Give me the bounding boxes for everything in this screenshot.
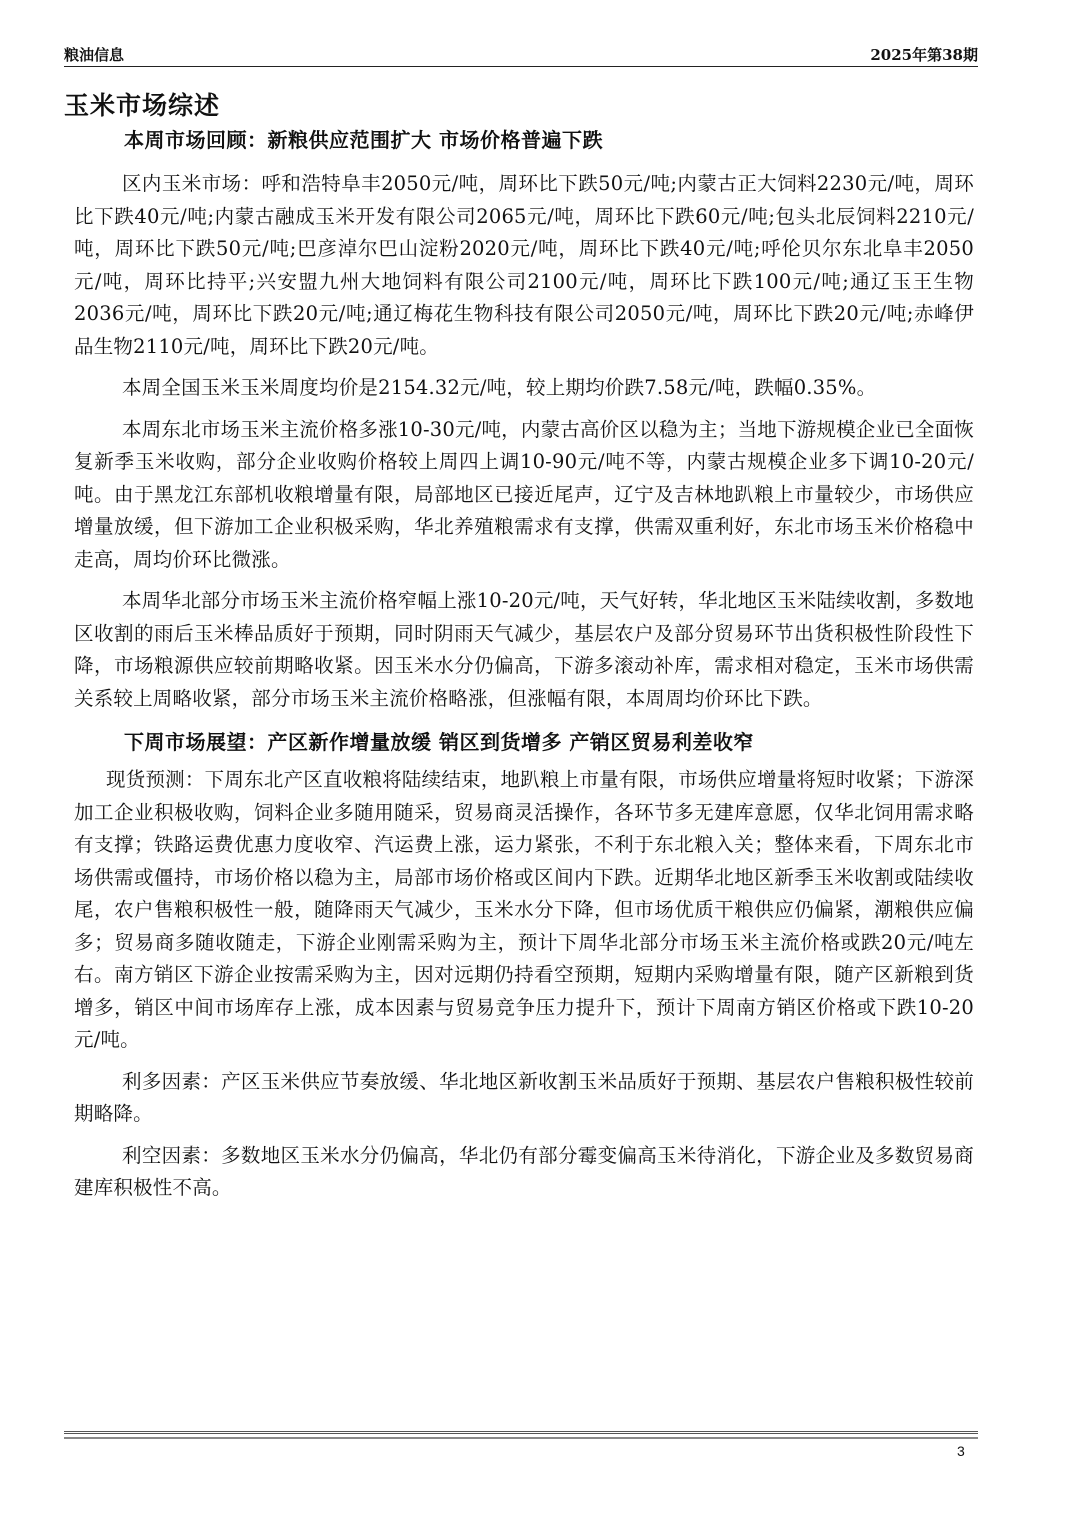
footer-rule-secondary [64,1437,978,1439]
page-title: 玉米市场综述 [64,91,221,120]
publication-name: 粮油信息 [64,46,125,64]
paragraph-bearish-factors: 利空因素：多数地区玉米水分仍偏高，华北仍有部分霉变偏高玉米待消化，下游企业及多数贸易商建库积极性不高。 [74,1143,974,1199]
outlook-heading: 下周市场展望：产区新作增量放缓 销区到货增多 产销区贸易利差收窄 [124,730,754,754]
article-body [74,122,974,1214]
header-rule [64,66,978,67]
paragraph-regional-market: 区内玉米市场：呼和浩特阜丰2050元/吨，周环比下跌50元/吨;内蒙古正大饲料2230元/吨，周环比下跌40元/吨;内蒙古融成玉米开发有限公司2065元/吨，周环比下跌60元/吨;包头北辰饲料2210元/吨，周环比下跌50元/吨;巴彦淖尔巴山淀粉2020元/吨，周环比下跌40元/吨;呼伦贝尔东北阜丰2050元/吨，周环比持平;兴安盟九州大地饲料有限公司2100元/吨，周环比下跌100元/吨;通辽玉王生物2036元/吨，周环比下跌20元/吨;通辽梅花生物科技有限公司2050元/吨，周环比下跌20元/吨;赤峰伊品生物2110元/吨，周环比下跌20元/吨。 [74,172,974,358]
page-header [64,44,978,66]
paragraph-bullish-factors: 利多因素：产区玉米供应节奏放缓、华北地区新收割玉米品质好于预期、基层农户售粮积极性较前期略降。 [74,1069,974,1125]
paragraph-northeast-market: 本周东北市场玉米主流价格多涨10-30元/吨，内蒙古高价区以稳为主；当地下游规模企业已全面恢复新季玉米收购，部分企业收购价格较上周四上调10-90元/吨不等，内蒙古规模企业多下调10-20元/吨。由于黑龙江东部机收粮增量有限，局部地区已接近尾声，辽宁及吉林地趴粮上市量较少，市场供应增量放缓，但下游加工企业积极采购，华北养殖粮需求有支撑，供需双重利好，东北市场玉米价格稳中走高，周均价环比微涨。 [74,417,974,571]
paragraph-spot-forecast: 现货预测：下周东北产区直收粮将陆续结束，地趴粮上市量有限，市场供应增量将短时收紧；下游深加工企业积极收购，饲料企业多随用随采，贸易商灵活操作，各环节多无建库意愿，仅华北饲用需求略有支撑；铁路运费优惠力度收窄、汽运费上涨，运力紧张，不利于东北粮入关；整体来看，下周东北市场供需或僵持，市场价格以稳为主，局部市场价格或区间内下跌。近期华北地区新季玉米收割或陆续收尾，农户售粮积极性一般，随降雨天气减少，玉米水分下降，但市场优质干粮供应仍偏紧，潮粮供应偏多；贸易商多随收随走，下游企业刚需采购为主，预计下周华北部分市场玉米主流价格或跌20元/吨左右。南方销区下游企业按需采购为主，因对远期仍持看空预期，短期内采购增量有限，随产区新粮到货增多，销区中间市场库存上涨，成本因素与贸易竞争压力提升下，预计下周南方销区价格或下跌10-20元/吨。 [74,768,974,1051]
paragraph-national-average: 本周全国玉米玉米周度均价是2154.32元/吨，较上期均价跌7.58元/吨，跌幅0.35%。 [122,376,877,399]
issue-number: 2025年第38期 [870,46,978,64]
page-number: 3 [957,1443,965,1459]
review-heading: 本周市场回顾：新粮供应范围扩大 市场价格普遍下跌 [124,128,603,152]
paragraph-north-china-market: 本周华北部分市场玉米主流价格窄幅上涨10-20元/吨，天气好转，华北地区玉米陆续收割，多数地区收割的雨后玉米棒品质好于预期，同时阴雨天气减少，基层农户及部分贸易环节出货积极性阶段性下降，市场粮源供应较前期略收紧。因玉米水分仍偏高，下游多滚动补库，需求相对稳定，玉米市场供需关系较上周略收紧，部分市场玉米主流价格略涨，但涨幅有限，本周周均价环比下跌。 [74,589,974,710]
